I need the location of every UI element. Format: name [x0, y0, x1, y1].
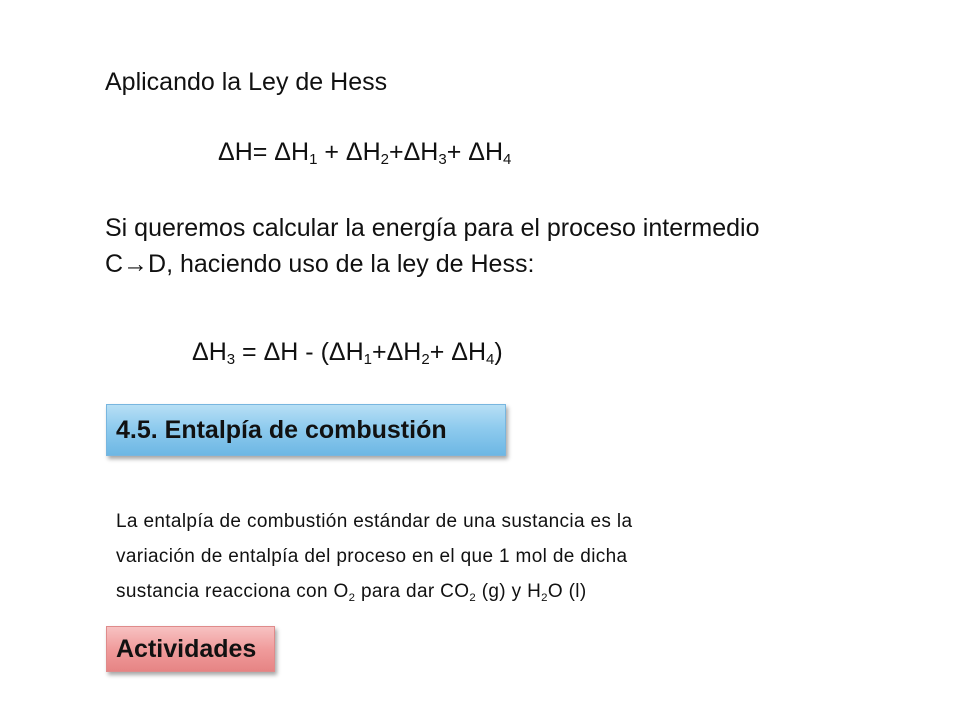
eq2-subscript: 2	[421, 351, 430, 368]
definition-line: variación de entalpía del proceso en el que 1 mol de dicha	[116, 546, 628, 567]
definition-line: La entalpía de combustión estándar de una sustancia es la	[116, 511, 633, 532]
eq2-subscript: 4	[486, 351, 495, 368]
paragraph-line: Si queremos calcular la energía para el proceso intermedio	[105, 214, 760, 242]
definition-part: O (l)	[547, 581, 587, 602]
eq1-part: +ΔH	[389, 138, 439, 166]
activities-box[interactable]	[106, 626, 275, 672]
hess-equation	[218, 138, 511, 167]
definition-part: (g) y H	[476, 581, 542, 602]
eq1-subscript: 3	[438, 151, 447, 168]
combustion-definition	[116, 504, 816, 609]
definition-subscript: 2	[469, 592, 477, 604]
intermediate-process-paragraph	[105, 210, 760, 282]
eq1-subscript: 2	[380, 151, 389, 168]
eq2-part: = ΔH - (ΔH	[235, 338, 364, 366]
delta-h3-equation	[192, 338, 503, 367]
activities-label: Actividades	[116, 634, 257, 663]
section-title-box	[106, 404, 506, 456]
paragraph-line: C→D, haciendo uso de la ley de Hess:	[105, 250, 535, 278]
eq2-subscript: 1	[363, 351, 372, 368]
section-title: 4.5. Entalpía de combustión	[116, 415, 447, 444]
eq2-subscript: 3	[226, 351, 236, 368]
eq1-part: ΔH= ΔH	[218, 138, 310, 166]
eq1-part: + ΔH	[446, 138, 504, 166]
definition-part: para dar CO	[355, 581, 470, 602]
eq2-part: +ΔH	[372, 338, 422, 366]
definition-line	[116, 574, 816, 609]
eq1-part: + ΔH	[317, 138, 381, 166]
eq2-part: ΔH	[192, 338, 227, 366]
eq1-subscript: 4	[503, 151, 512, 168]
eq1-subscript: 1	[309, 151, 318, 168]
definition-subscript: 2	[541, 592, 548, 604]
eq2-part: )	[494, 338, 503, 366]
definition-subscript: 2	[348, 592, 356, 604]
eq2-part: + ΔH	[429, 338, 487, 366]
page-heading: Aplicando la Ley de Hess	[105, 68, 388, 96]
definition-part: sustancia reacciona con O	[116, 581, 349, 602]
